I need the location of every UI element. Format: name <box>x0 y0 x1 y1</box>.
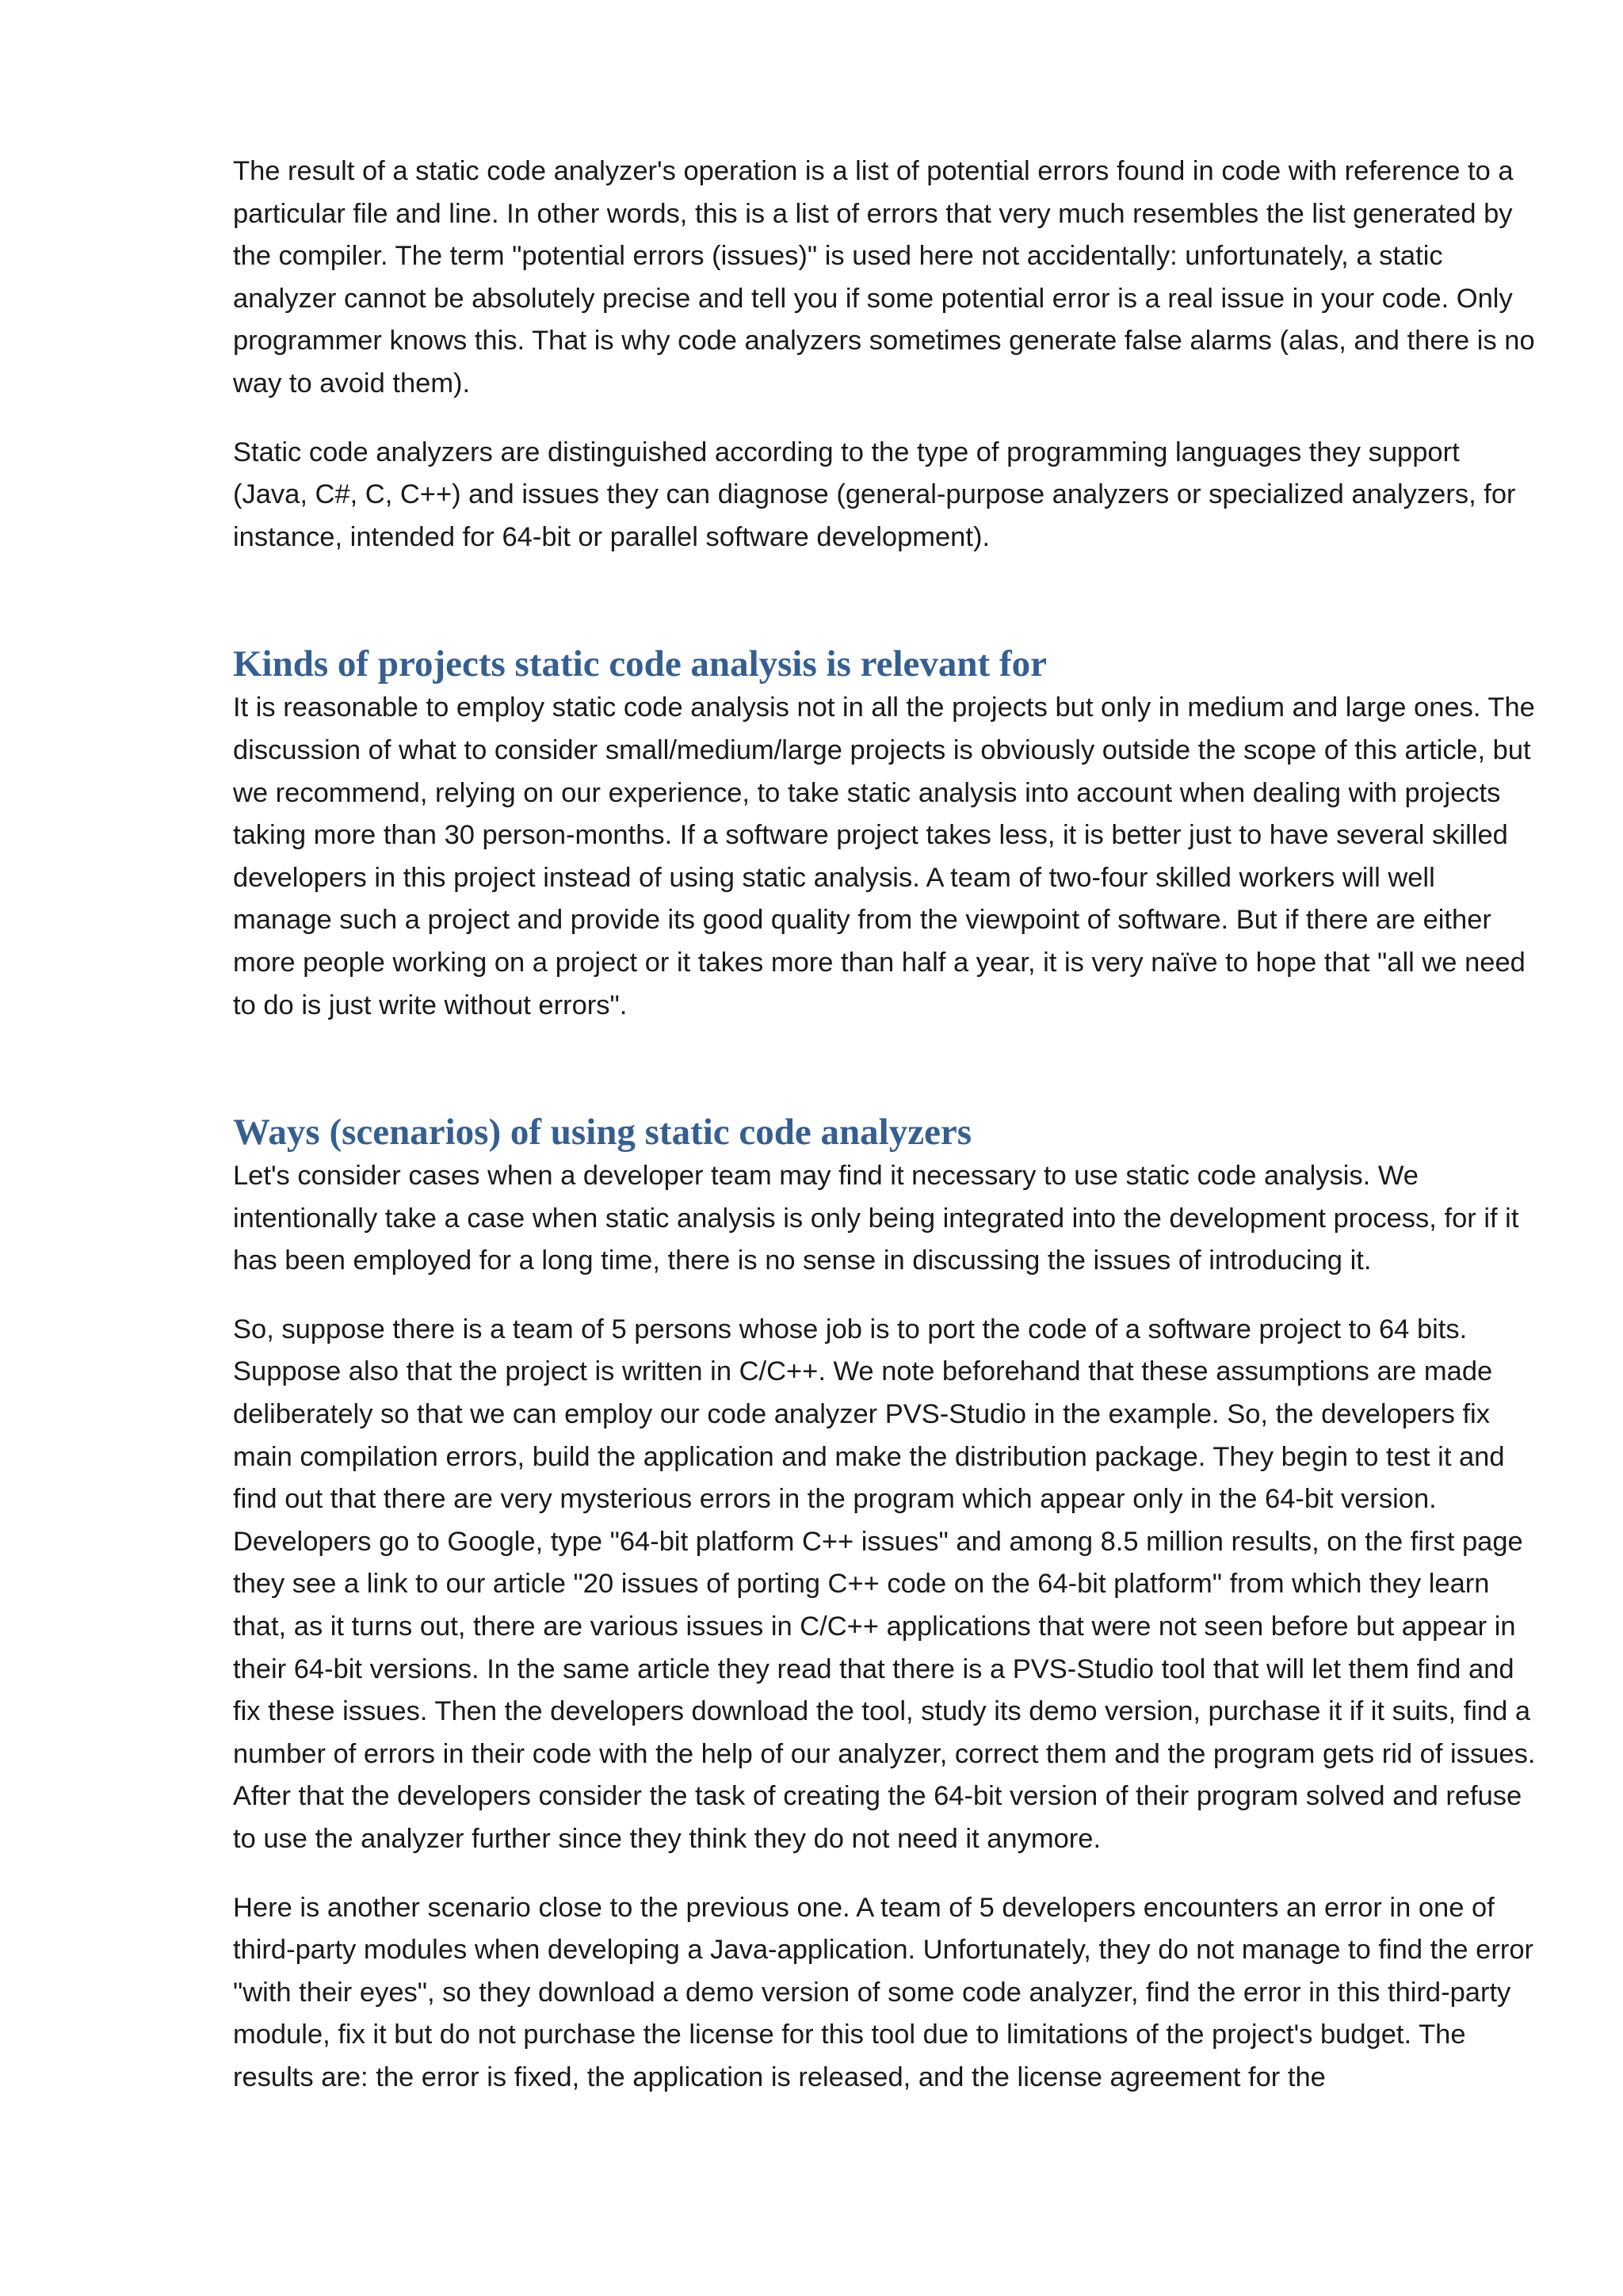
ways-paragraph-3: Here is another scenario close to the previous one. A team of 5 developers encounters an error in one of third-party modules when developing a Java-application. Unfortunately, they do not manage to find the error "with their eyes", so they download a demo version of some code analyzer, find the error in this third-party module, fix it but do not purchase the license for this tool due to limitations of the project's budget. The results are: the error is fixed, the application is released, and the license agreement for the <box>233 1892 1533 2092</box>
intro-paragraph-2: Static code analyzers are distinguished according to the type of programming languages they support (Java, C#, C, C++) and issues they can diagnose (general-purpose analyzers or specialized analyzers, for instance, intended for 64-bit or parallel software development). <box>233 437 1516 552</box>
ways-paragraph-1: Let's consider cases when a developer team may find it necessary to use static code analysis. We intentionally take a case when static analysis is only being integrated into the development process, for if it has been employed for a long time, there is no sense in discussing the issues of introducing it. <box>233 1161 1519 1276</box>
ways-paragraph-2: So, suppose there is a team of 5 persons whose job is to port the code of a software project to 64 bits. Suppose also that the project is written in C/C++. We note beforehand that these assumptions are made deliberately so that we can employ our code analyzer PVS-Studio in the example. So, the developers fix main compilation errors, build the application and make the distribution package. They begin to test it and find out that there are very mysterious errors in the program which appear only in the 64-bit version. Developers go to Google, type "64-bit platform C++ issues" and among 8.5 million results, on the first page they see a link to our article "20 issues of porting C++ code on the 64-bit platform" from which they learn that, as it turns out, there are various issues in C/C++ applications that were not seen before but appear in their 64-bit versions. In the same article they read that there is a PVS-Studio tool that will let them find and fix these issues. Then the developers download the tool, study its demo version, purchase it if it suits, find a number of errors in their code with the help of our analyzer, correct them and the program gets rid of issues. After that the developers consider the task of creating the 64-bit version of their program solved and refuse to use the analyzer further since they think they do not need it anymore. <box>233 1314 1536 1854</box>
intro-paragraph-1: The result of a static code analyzer's operation is a list of potential errors found in code with reference to a particular file and line. In other words, this is a list of errors that very much resembles the list generated by the compiler. The term "potential errors (issues)" is used here not accidentally: unfortunately, a static analyzer cannot be absolutely precise and tell you if some potential error is a real issue in your code. Only programmer knows this. That is why code analyzers sometimes generate false alarms (alas, and there is no way to avoid them). <box>233 156 1535 399</box>
section-heading-kinds: Kinds of projects static code analysis is relevant for <box>233 643 1047 685</box>
document-page <box>233 151 1537 2100</box>
kinds-paragraph-1: It is reasonable to employ static code analysis not in all the projects but only in medium and large ones. The discussion of what to consider small/medium/large projects is obviously outside the scope of this article, but we recommend, relying on our experience, to take static analysis into account when dealing with projects taking more than 30 person-months. If a software project takes less, it is better just to have several skilled developers in this project instead of using static analysis. A team of two-four skilled workers will well manage such a project and provide its good quality from the viewpoint of software. But if there are either more people working on a project or it takes more than half a year, it is very naïve to hope that "all we need to do is just write without errors". <box>233 692 1535 1020</box>
section-heading-ways: Ways (scenarios) of using static code analyzers <box>233 1112 972 1154</box>
